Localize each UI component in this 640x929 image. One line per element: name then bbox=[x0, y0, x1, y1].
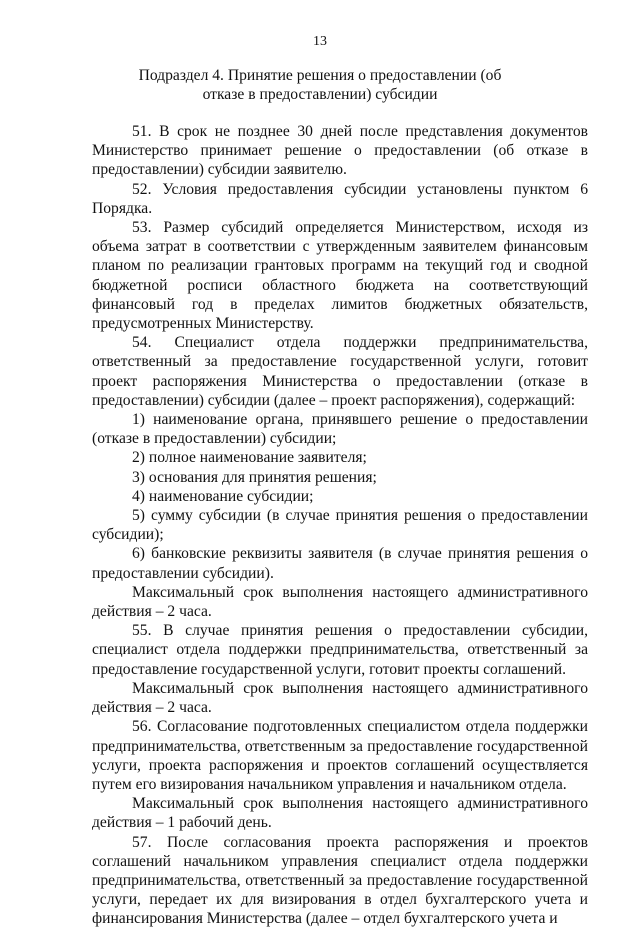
list-item-4: 4) наименование субсидии; bbox=[132, 487, 314, 505]
document-body bbox=[92, 122, 588, 929]
paragraph-52: 52. Условия предоставления субсидии установлены пунктом 6 Порядка. bbox=[92, 180, 588, 217]
deadline-note-54: Максимальный срок выполнения настоящего административного действия – 2 часа. bbox=[92, 583, 588, 621]
list-item-6: 6) банковские реквизиты заявителя (в случае принятия решения о предоставлении субсидии). bbox=[92, 545, 588, 582]
list-item-5: 5) сумму субсидии (в случае принятия решения о предоставлении субсидии); bbox=[92, 507, 588, 544]
deadline-note-55: Максимальный срок выполнения настоящего административного действия – 2 часа. bbox=[92, 679, 588, 717]
paragraph-55: 55. В случае принятия решения о предоставлении субсидии, специалист отдела поддержки предпринимательства, ответственный за предоставление государственной услуги, готовит проекты соглашений. bbox=[92, 622, 588, 678]
paragraph-51: 51. В срок не позднее 30 дней после представления документов Министерство принимает решение о предоставлении (об отказе в предоставлении) субсидии заявителю. bbox=[92, 123, 588, 179]
paragraph-56: 56. Согласование подготовленных специалистом отдела поддержки предпринимательства, ответственным за предоставление государственной услуги, проекта распоряжения и проектов соглашений осуществляется путем его визирования начальником управления и начальником отдела. bbox=[92, 718, 588, 793]
paragraph-54: 54. Специалист отдела поддержки предпринимательства, ответственный за предоставление государственной услуги, готовит проект распоряжения Министерства о предоставлении (отказе в предоставлении) субсидии (далее – проект распоряжения), содержащий: bbox=[92, 334, 588, 409]
list-item-1: 1) наименование органа, принявшего решение о предоставлении (отказе в предоставлении) субсидии; bbox=[92, 411, 588, 448]
subsection-heading: Подраздел 4. Принятие решения о предоставлении (об отказе в предоставлении) субсидии bbox=[138, 67, 502, 103]
list-item-3: 3) основания для принятия решения; bbox=[132, 468, 377, 486]
deadline-note-56: Максимальный срок выполнения настоящего административного действия – 1 рабочий день. bbox=[92, 795, 588, 832]
list-item-2: 2) полное наименование заявителя; bbox=[132, 449, 367, 467]
page-number: 13 bbox=[313, 34, 327, 49]
paragraph-57: 57. После согласования проекта распоряжения и проектов соглашений начальником управления специалист отдела поддержки предпринимательства, ответственный за предоставление государственной услуги, передает их для визирования в отдел бухгалтерского учета и финансирования Министерства (далее – отдел бухгалтерского учета и bbox=[92, 833, 588, 928]
paragraph-53: 53. Размер субсидий определяется Министерством, исходя из объема затрат в соответствии с утвержденным заявителем финансовым планом по реализации грантовых программ на текущий год и сводной бюджетной росписи областного бюджета на соответствующий финансовый год в пределах лимитов бюджетных обязательств, предусмотренных Министерству. bbox=[92, 219, 588, 333]
